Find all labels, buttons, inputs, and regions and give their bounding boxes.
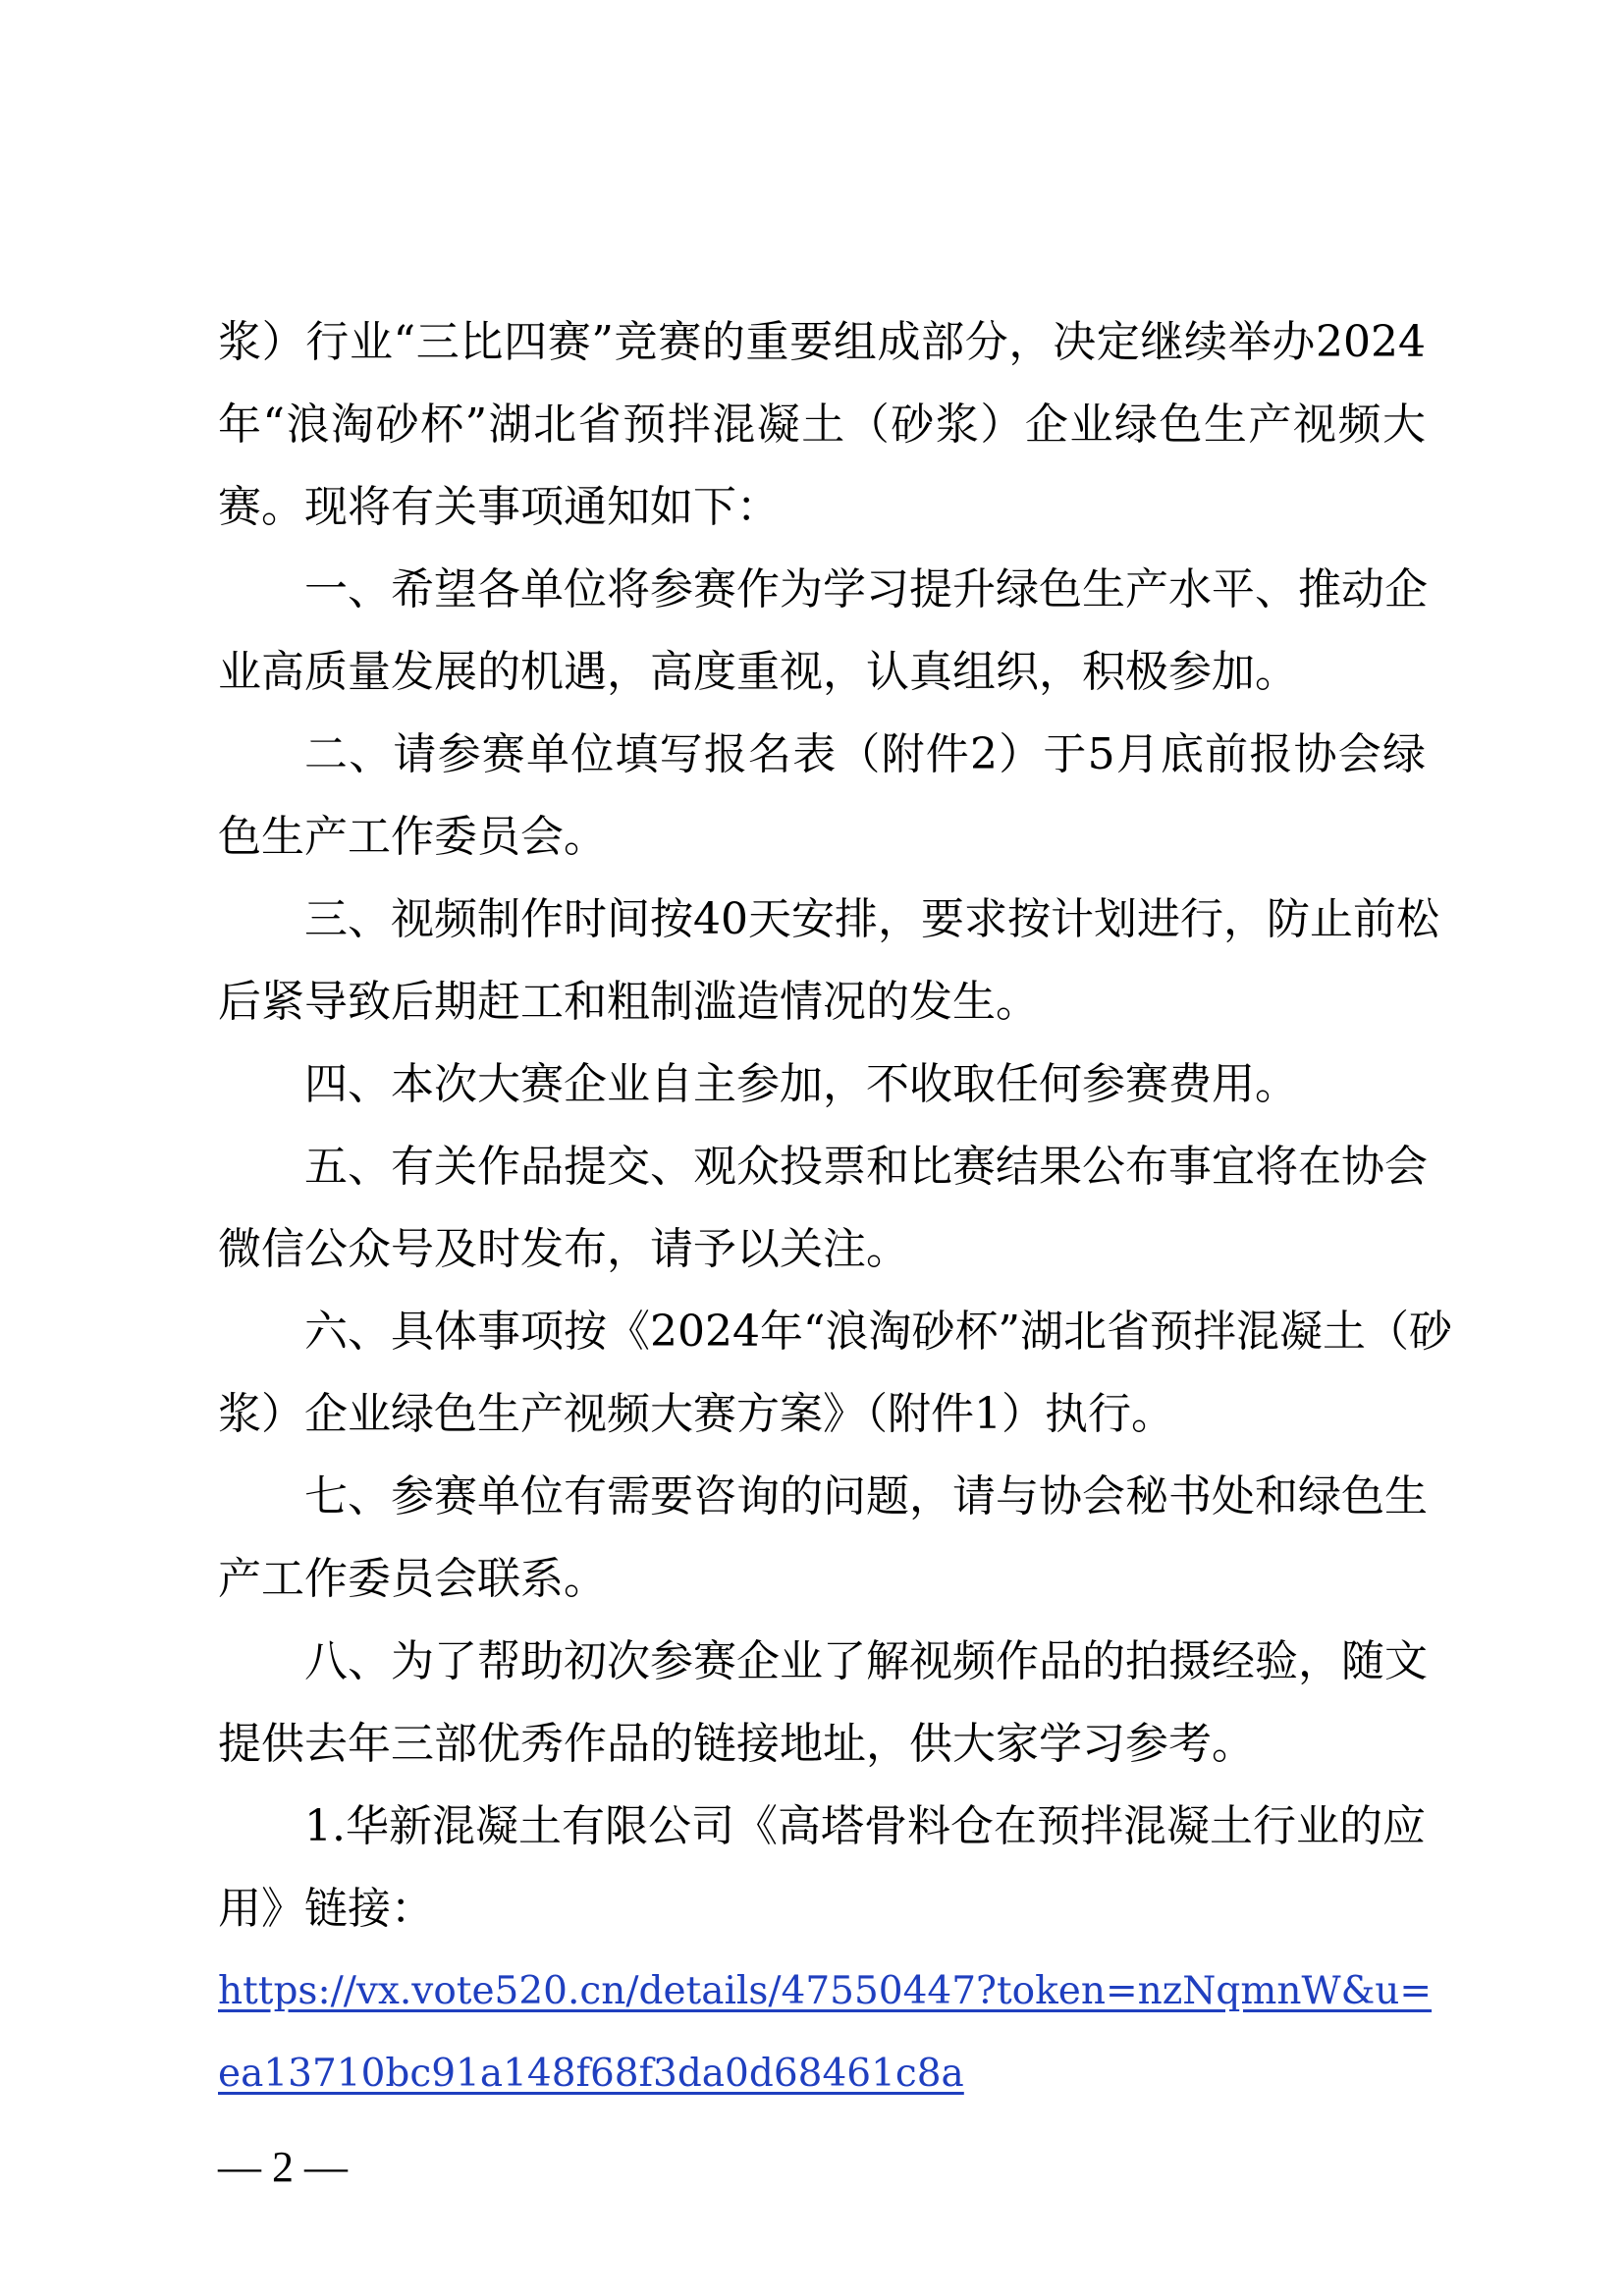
intro-line-2: 年“浪淘砂杯”湖北省预拌混凝土（砂浆）企业绿色生产视频大: [218, 400, 1426, 450]
link-line-1-wrapper: [218, 1950, 1432, 2033]
item-3-line-2: 后紧导致后期赶工和粗制滥造情况的发生。: [218, 977, 1039, 1027]
item-7-line-1: 七、参赛单位有需要咨询的问题，请与协会秘书处和绿色生: [304, 1471, 1428, 1522]
item-8-line-2: 提供去年三部优秀作品的链接地址，供大家学习参考。: [218, 1719, 1255, 1769]
page-number: — 2 —: [218, 2143, 348, 2191]
video-link-line-2[interactable]: ea13710bc91a148f68f3da0d68461c8a: [218, 2052, 964, 2096]
intro-line-3: 赛。现将有关事项通知如下：: [218, 482, 780, 532]
item-6-line-2: 浆）企业绿色生产视频大赛方案》（附件1）执行。: [218, 1389, 1174, 1439]
item-2-line-2: 色生产工作委员会。: [218, 812, 607, 862]
item-3-line-1: 三、视频制作时间按40天安排，要求按计划进行，防止前松: [304, 894, 1439, 944]
item-5-line-2: 微信公众号及时发布，请予以关注。: [218, 1224, 909, 1274]
item-7-line-2: 产工作委员会联系。: [218, 1554, 607, 1604]
item-4-line-1: 四、本次大赛企业自主参加，不收取任何参赛费用。: [304, 1059, 1298, 1109]
item-2-line-1: 二、请参赛单位填写报名表（附件2）于5月底前报协会绿: [304, 729, 1426, 779]
video-link-line-1[interactable]: https://vx.vote520.cn/details/47550447?token=nzNqmnW&u=: [218, 1969, 1433, 2013]
intro-line-1: 浆）行业“三比四赛”竞赛的重要组成部分，决定继续举办2024: [218, 317, 1426, 367]
item-6-line-1: 六、具体事项按《2024年“浪淘砂杯”湖北省预拌混凝土（砂: [304, 1307, 1452, 1357]
item-1-line-1: 一、希望各单位将参赛作为学习提升绿色生产水平、推动企: [304, 564, 1428, 614]
item-1-line-2: 业高质量发展的机遇，高度重视，认真组织，积极参加。: [218, 647, 1298, 697]
item-8-line-1: 八、为了帮助初次参赛企业了解视频作品的拍摄经验，随文: [304, 1636, 1428, 1686]
subitem-1-line-1: 1.华新混凝土有限公司《高塔骨料仓在预拌混凝土行业的应: [304, 1801, 1426, 1851]
item-5-line-1: 五、有关作品提交、观众投票和比赛结果公布事宜将在协会: [304, 1142, 1428, 1192]
link-line-2-wrapper: [218, 2033, 964, 2115]
subitem-1-line-2: 用》链接：: [218, 1884, 434, 1934]
